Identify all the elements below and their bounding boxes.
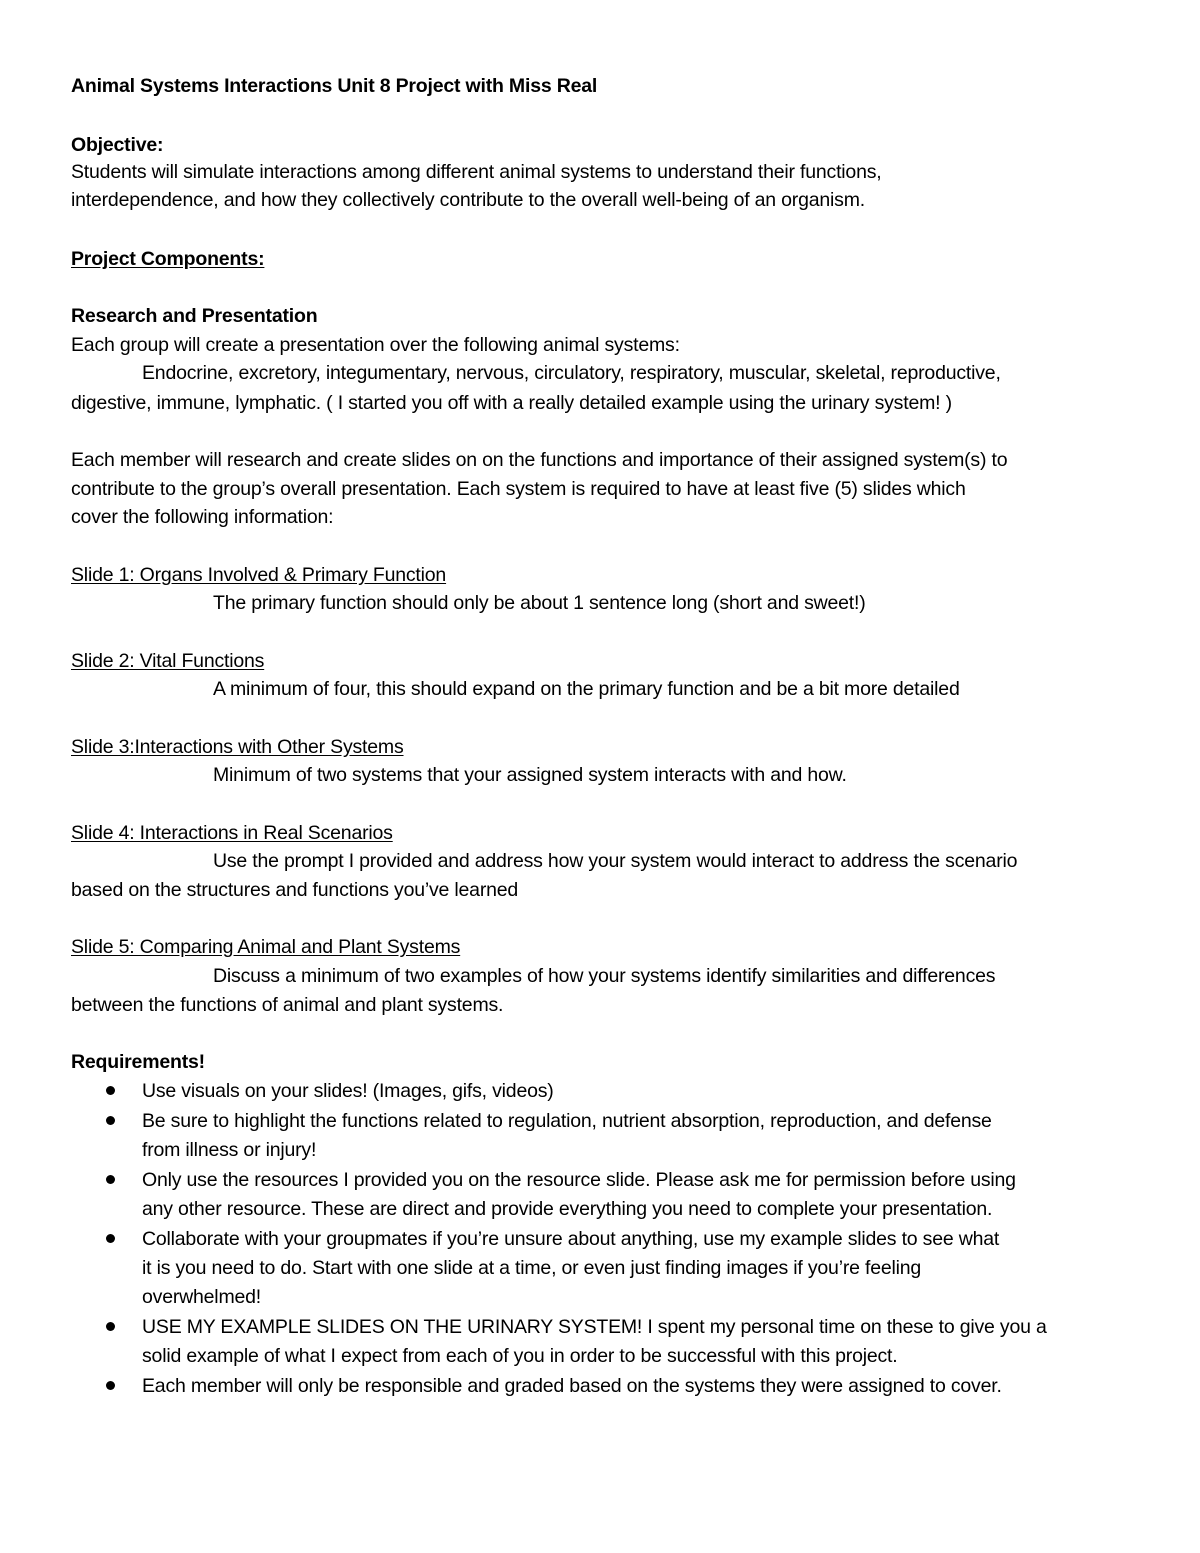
requirement-item: Each member will only be responsible and graded based on the systems they were assigned to cover. bbox=[142, 1375, 1002, 1397]
member-paragraph-line: cover the following information: bbox=[71, 506, 334, 528]
slide-3-description: Minimum of two systems that your assigned system interacts with and how. bbox=[213, 764, 847, 786]
requirement-item: Be sure to highlight the functions related to regulation, nutrient absorption, reproduction, and defense bbox=[142, 1110, 992, 1132]
requirement-item-continued: it is you need to do. Start with one slide at a time, or even just finding images if you’re feeling bbox=[142, 1257, 922, 1279]
slide-1-heading: Slide 1: Organs Involved & Primary Function bbox=[71, 564, 447, 586]
slide-2-description: A minimum of four, this should expand on the primary function and be a bit more detailed bbox=[213, 678, 960, 700]
requirement-item-continued: from illness or injury! bbox=[142, 1139, 317, 1161]
slide-3-heading: Slide 3:Interactions with Other Systems bbox=[71, 736, 404, 758]
slide-4-description: Use the prompt I provided and address how your system would interact to address the scenario bbox=[213, 850, 1018, 872]
member-paragraph-line: contribute to the group’s overall presentation. Each system is required to have at least five (5) slides which bbox=[71, 478, 966, 500]
systems-list-line: Endocrine, excretory, integumentary, nervous, circulatory, respiratory, muscular, skeletal, reproductive, bbox=[142, 362, 1001, 384]
slide-4-description: based on the structures and functions you’ve learned bbox=[71, 879, 519, 901]
bullet-icon bbox=[106, 1175, 115, 1184]
requirement-item-continued: overwhelmed! bbox=[142, 1286, 261, 1308]
objective-text-line: interdependence, and how they collectively contribute to the overall well-being of an organism. bbox=[71, 189, 865, 211]
bullet-icon bbox=[106, 1086, 115, 1095]
requirement-item-continued: solid example of what I expect from each of you in order to be successful with this project. bbox=[142, 1345, 898, 1367]
research-text-line: Each group will create a presentation over the following animal systems: bbox=[71, 334, 680, 356]
requirement-item-continued: any other resource. These are direct and provide everything you need to complete your presentation. bbox=[142, 1198, 993, 1220]
document-title: Animal Systems Interactions Unit 8 Project with Miss Real bbox=[71, 75, 598, 97]
bullet-icon bbox=[106, 1116, 115, 1125]
objective-text-line: Students will simulate interactions among different animal systems to understand their functions, bbox=[71, 161, 882, 183]
project-components-heading: Project Components: bbox=[71, 248, 265, 270]
requirement-item: Only use the resources I provided you on the resource slide. Please ask me for permission before using bbox=[142, 1169, 1016, 1191]
requirement-item: Use visuals on your slides! (Images, gifs, videos) bbox=[142, 1080, 554, 1102]
slide-5-description: Discuss a minimum of two examples of how your systems identify similarities and differences bbox=[213, 965, 996, 987]
slide-4-heading: Slide 4: Interactions in Real Scenarios bbox=[71, 822, 393, 844]
slide-2-heading: Slide 2: Vital Functions bbox=[71, 650, 265, 672]
bullet-icon bbox=[106, 1381, 115, 1390]
requirement-item: USE MY EXAMPLE SLIDES ON THE URINARY SYSTEM! I spent my personal time on these to give you a bbox=[142, 1316, 1047, 1338]
member-paragraph-line: Each member will research and create slides on on the functions and importance of their assigned system(s) to bbox=[71, 449, 1008, 471]
research-heading: Research and Presentation bbox=[71, 305, 318, 327]
bullet-icon bbox=[106, 1234, 115, 1243]
slide-1-description: The primary function should only be about 1 sentence long (short and sweet!) bbox=[213, 592, 866, 614]
systems-list-line: digestive, immune, lymphatic. ( I started you off with a really detailed example using the urinary system! ) bbox=[71, 392, 952, 414]
bullet-icon bbox=[106, 1322, 115, 1331]
objective-heading: Objective: bbox=[71, 134, 164, 156]
slide-5-description: between the functions of animal and plant systems. bbox=[71, 994, 504, 1016]
requirement-item: Collaborate with your groupmates if you’re unsure about anything, use my example slides to see what bbox=[142, 1228, 1000, 1250]
slide-5-heading: Slide 5: Comparing Animal and Plant Systems bbox=[71, 936, 461, 958]
requirements-heading: Requirements! bbox=[71, 1051, 205, 1073]
